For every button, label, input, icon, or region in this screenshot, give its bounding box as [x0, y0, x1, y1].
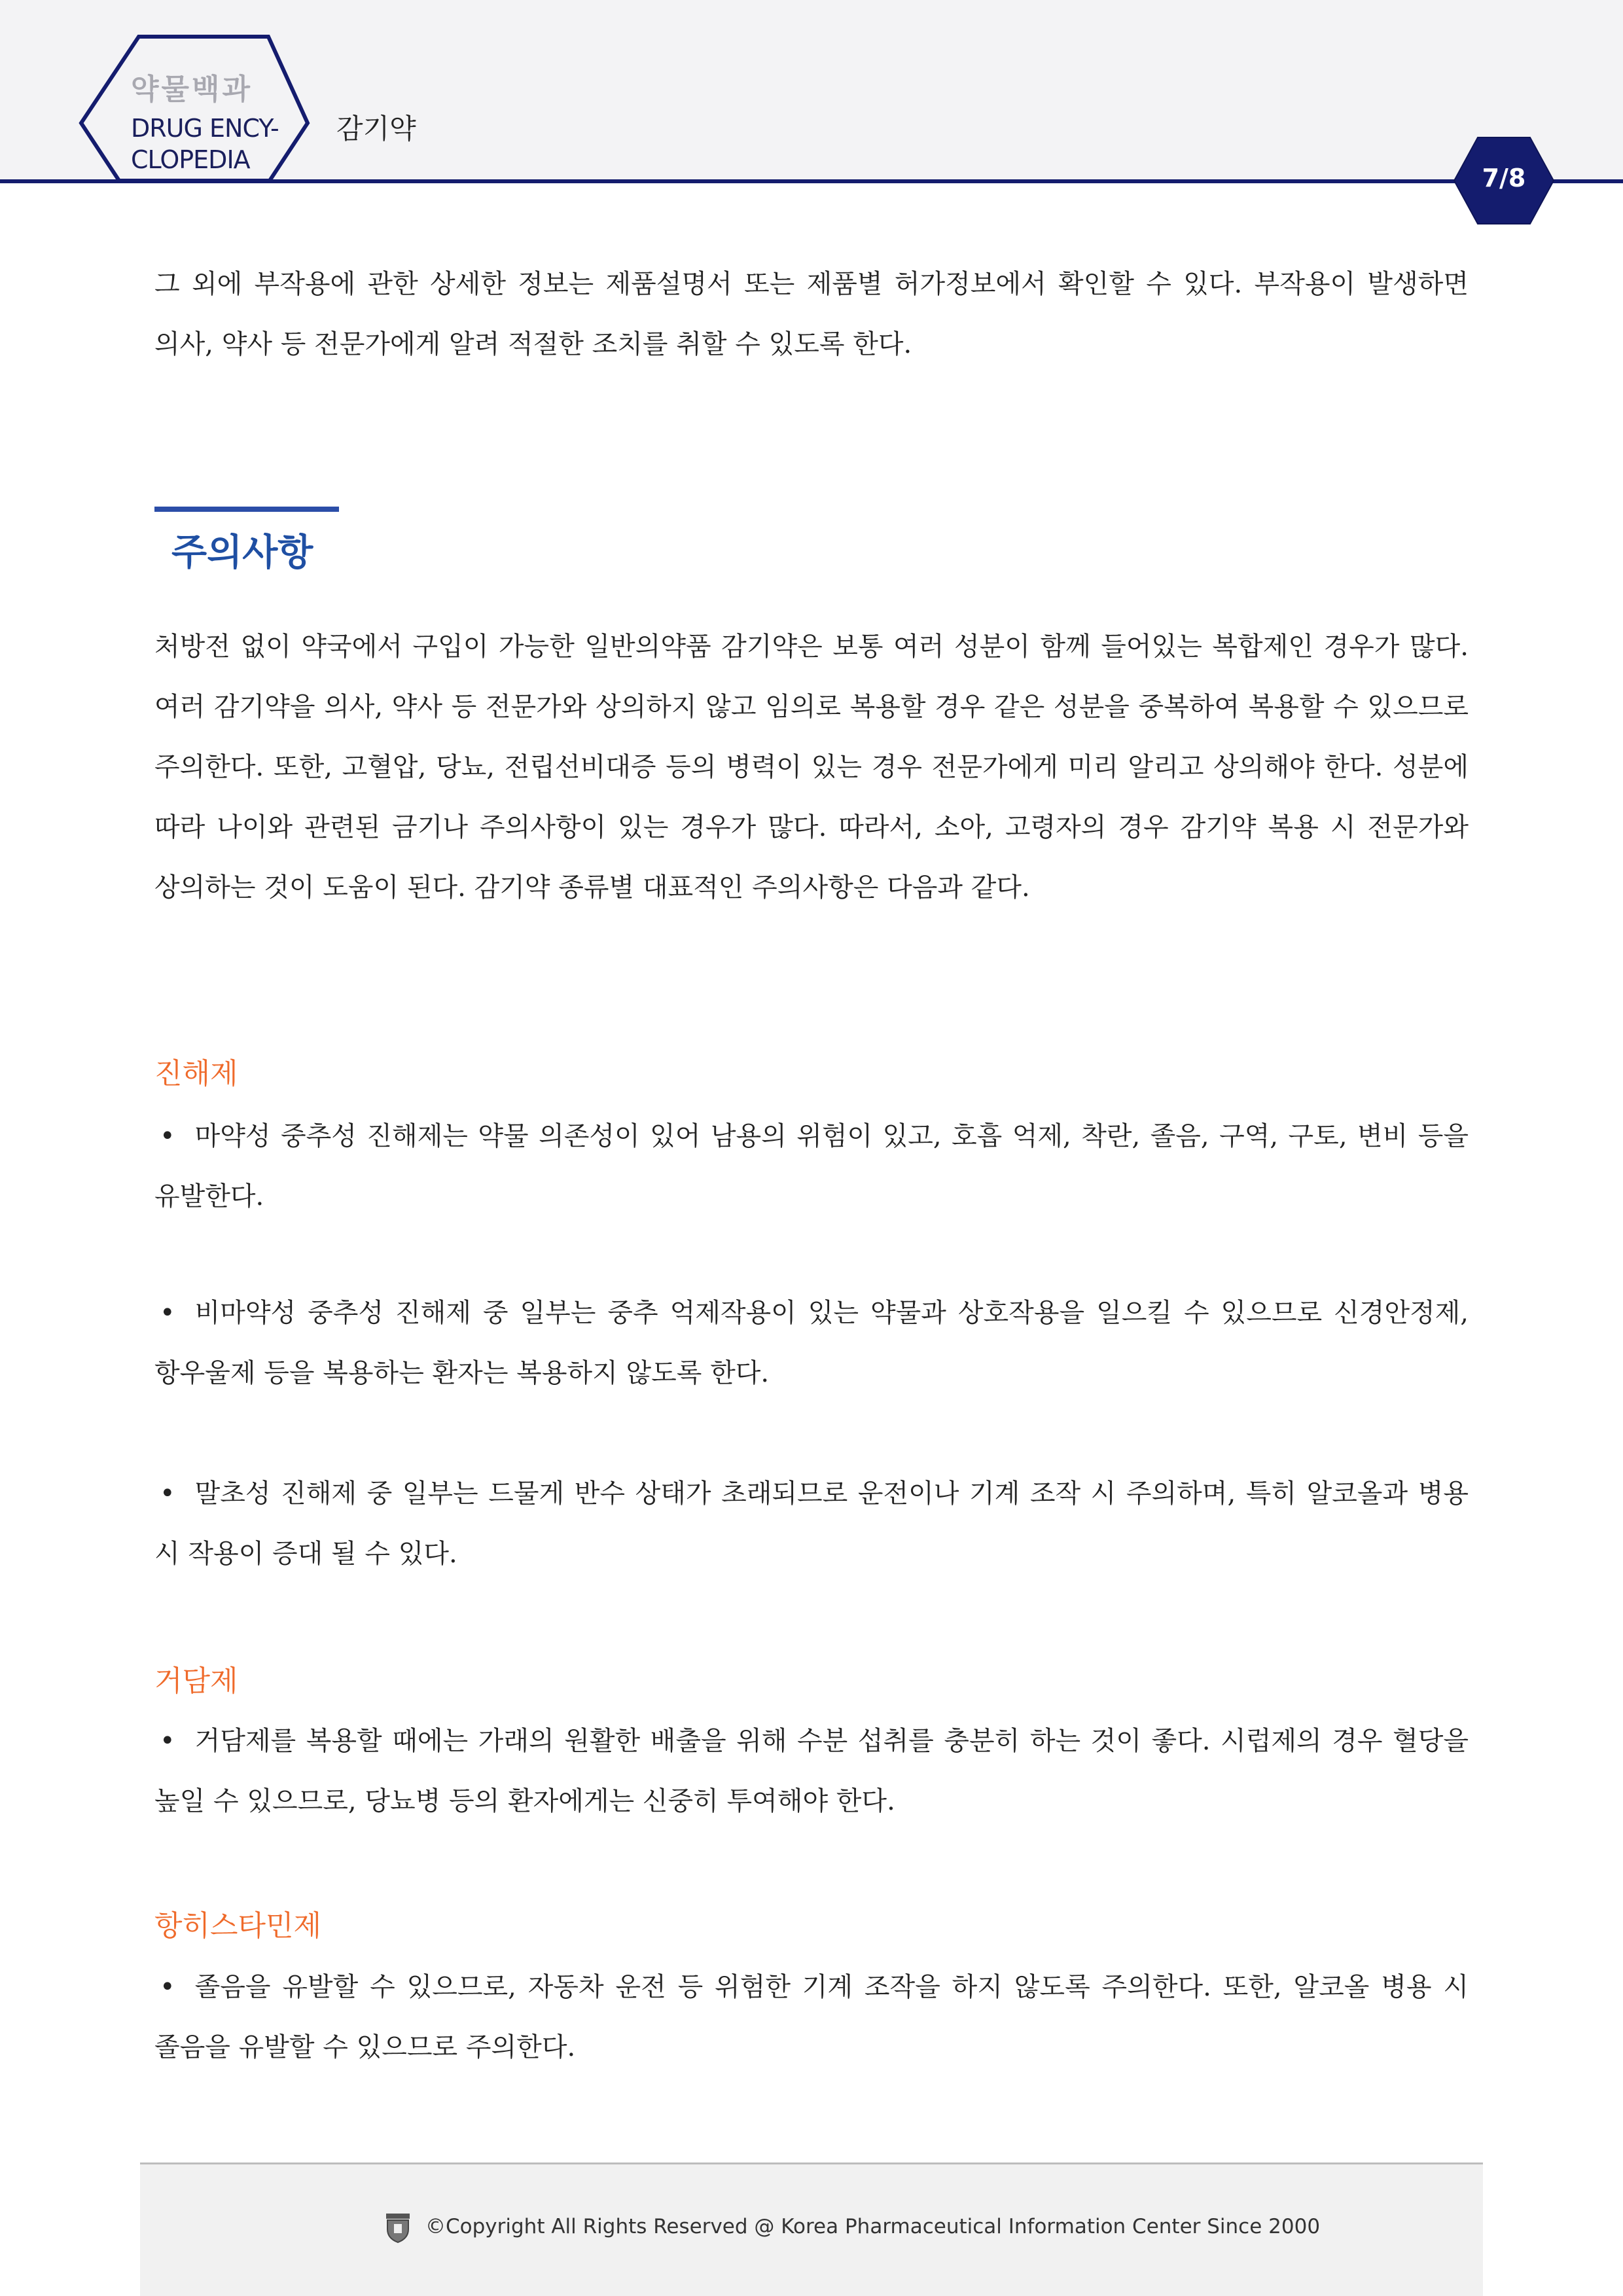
section-title-bar [154, 507, 339, 512]
logo-english-text [131, 113, 314, 175]
bullet-text: 말초성 진해제 중 일부는 드물게 반수 상태가 초래되므로 운전이나 기계 조작 시 주의하며, 특히 알코올과 병용 시 작용이 증대 될 수 있다. [154, 1479, 1469, 1569]
logo-english-line-1: DRUG ENCY- [131, 114, 279, 143]
bullet-dot: • [160, 1121, 175, 1151]
logo-english-line-2: CLOPEDIA [131, 145, 250, 174]
list-item [154, 1463, 1469, 1584]
list-item [154, 1106, 1469, 1227]
footer-copyright: ©Copyright All Rights Reserved @ Korea Pharmaceutical Information Center Since 2000 [425, 2215, 1321, 2238]
bullet-text: 졸음을 유발할 수 있으므로, 자동차 운전 등 위험한 기계 조작을 하지 않도록 주의한다. 또한, 알코올 병용 시 졸음을 유발할 수 있으므로 주의한다. [154, 1972, 1469, 2062]
bullet-text: 비마약성 중추성 진해제 중 일부는 중추 억제작용이 있는 약물과 상호작용을 일으킬 수 있으므로 신경안정제, 항우울제 등을 복용하는 환자는 복용하지 않도록 한다. [154, 1298, 1469, 1388]
page-indicator: 7/8 [1482, 164, 1526, 192]
subsection-title-expectorant: 거담제 [154, 1664, 238, 1698]
shield-crest-icon [383, 2212, 412, 2244]
list-item [154, 1711, 1469, 1831]
header-title: 감기약 [336, 113, 416, 145]
section-title: 주의사항 [171, 531, 313, 574]
bullet-dot: • [160, 1479, 175, 1509]
section-body-paragraph: 처방전 없이 약국에서 구입이 가능한 일반의약품 감기약은 보통 여러 성분이 함께 들어있는 복합제인 경우가 많다. 여러 감기약을 의사, 약사 등 전문가와 상의하지 않고 임의로 복용할 경우 같은 성분을 중복하여 복용할 수 있으므로 주의한다. 또한, 고혈압, 당뇨, 전립선비대증 등의 병력이 있는 경우 전문가에게 미리 알리고 상의해야 한다. 성분에 따라 나이와 관련된 금기나 주의사항이 있는 경우가 많다. 따라서, 소아, 고령자의 경우 감기약 복용 시 전문가와 상의하는 것이 도움이 된다. 감기약 종류별 대표적인 주의사항은 다음과 같다. [154, 632, 1469, 903]
subsection-title-antihistamine: 항히스타민제 [154, 1909, 322, 1943]
bullet-dot: • [160, 1972, 175, 2002]
list-item [154, 1957, 1469, 2077]
logo-korean-text: 약물백과 [131, 73, 253, 106]
bullet-dot: • [160, 1726, 175, 1756]
intro-paragraph: 그 외에 부작용에 관한 상세한 정보는 제품설명서 또는 제품별 허가정보에서 확인할 수 있다. 부작용이 발생하면 의사, 약사 등 전문가에게 알려 적절한 조치를 취할 수 있도록 한다. [154, 269, 1469, 359]
subsection-title-cough-suppressant: 진해제 [154, 1057, 238, 1090]
bullet-text: 마약성 중추성 진해제는 약물 의존성이 있어 남용의 위험이 있고, 호흡 억제, 착란, 졸음, 구역, 구토, 변비 등을 유발한다. [154, 1121, 1469, 1211]
bullet-dot: • [160, 1298, 175, 1328]
list-item [154, 1283, 1469, 1403]
bullet-text: 거담제를 복용할 때에는 가래의 원활한 배출을 위해 수분 섭취를 충분히 하는 것이 좋다. 시럽제의 경우 혈당을 높일 수 있으므로, 당뇨병 등의 환자에게는 신중히 투여해야 한다. [154, 1726, 1469, 1816]
